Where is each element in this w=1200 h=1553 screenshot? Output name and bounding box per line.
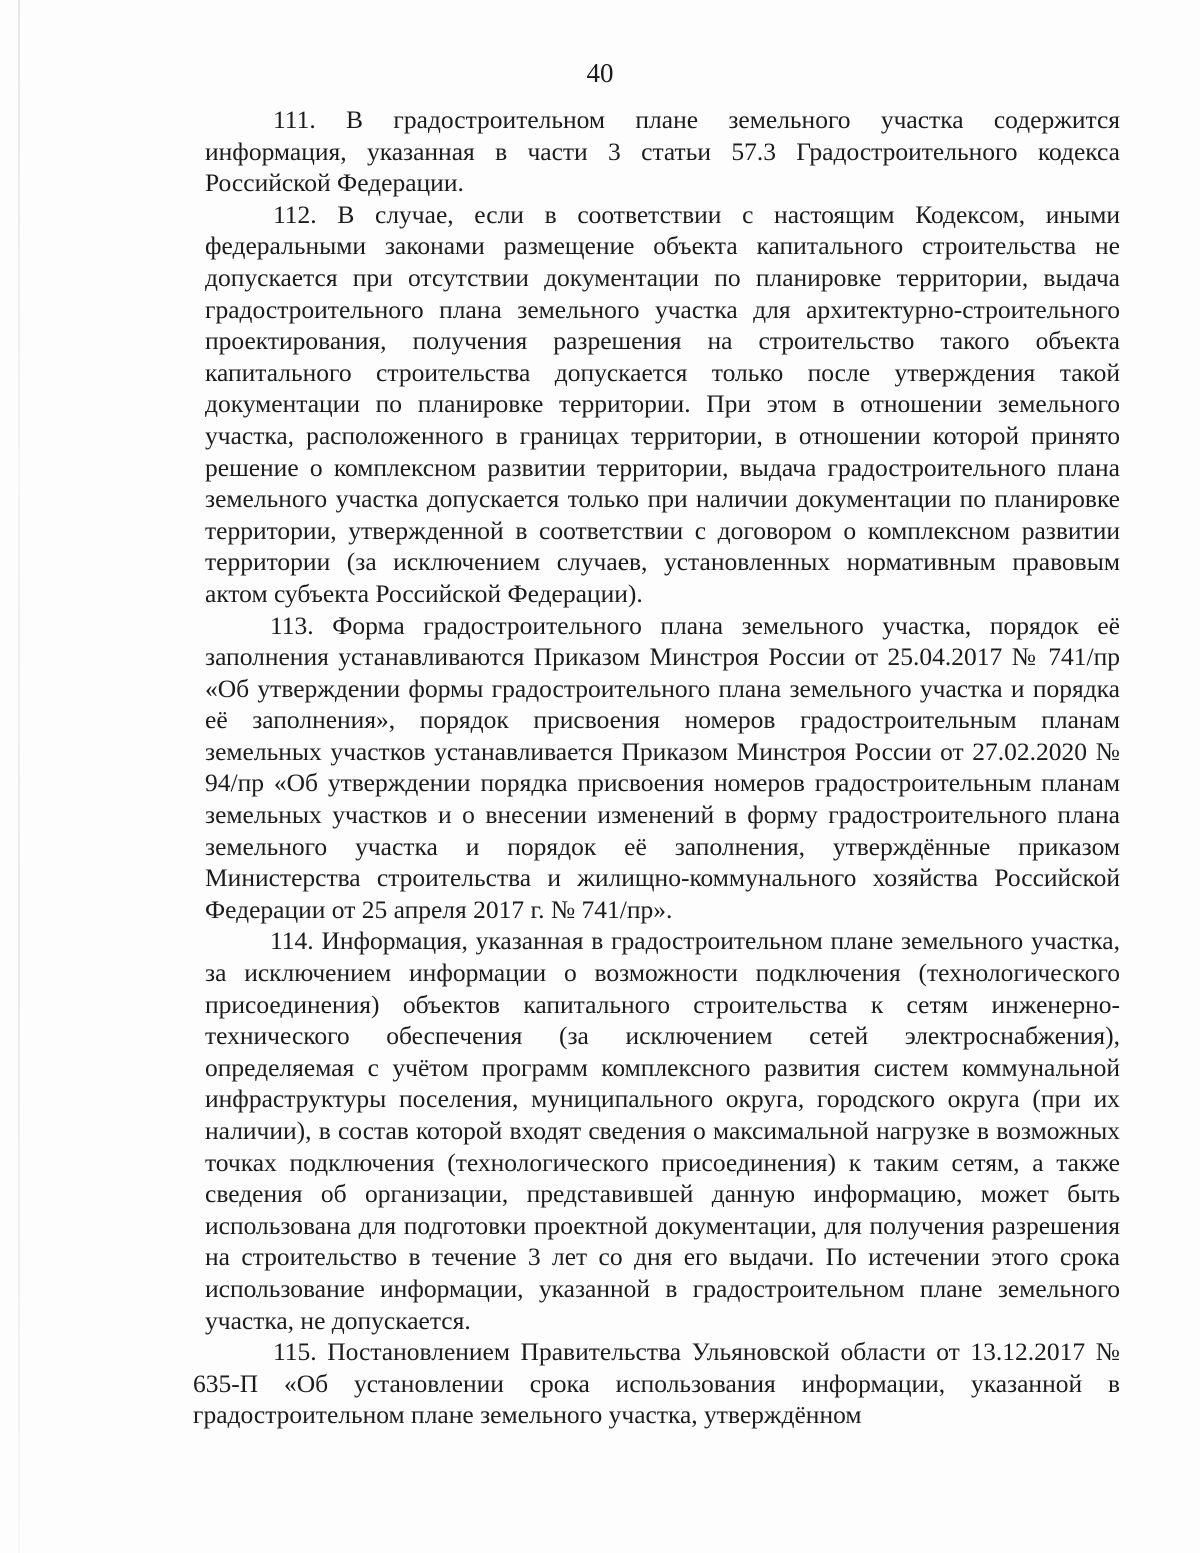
document-body bbox=[193, 104, 1120, 1431]
paragraph-115: 115. Постановлением Правительства Ульяновской области от 13.12.2017 № 635-П «Об установлении срока использования информации, указанной в градостроительном плане земельного участка, утверждённом bbox=[193, 1337, 1120, 1430]
paragraph-113: 113. Форма градостроительного плана земельного участка, порядок её заполнения устанавливаются Приказом Минстроя России от 25.04.2017 № 741/пр «Об утверждении формы градостроительного плана земельного участка и порядка её заполнения», порядок присвоения номеров градостроительным планам земельных участков устанавливается Приказом Минстроя России от 27.02.2020 № 94/пр «Об утверждении порядка присвоения номеров градостроительным планам земельных участков и о внесении изменений в форму градостроительного плана земельного участка и порядок её заполнения, утверждённые приказом Министерства строительства и жилищно-коммунального хозяйства Российской Федерации от 25 апреля 2017 г. № 741/пр». bbox=[205, 610, 1120, 924]
paragraph-112: 112. В случае, если в соответствии с настоящим Кодексом, иными федеральными законами размещение объекта капитального строительства не допускается при отсутствии документации по планировке территории, выдача градостроительного плана земельного участка для архитектурно-строительного проектирования, получения разрешения на строительство такого объекта капитального строительства допускается только после утверждения такой документации по планировке территории. При этом в отношении земельного участка, расположенного в границах территории, в отношении которой принято решение о комплексном развитии территории, выдача градостроительного плана земельного участка допускается только при наличии документации по планировке территории, утвержденной в соответствии с договором о комплексном развитии территории (за исключением случаев, установленных нормативным правовым актом субъекта Российской Федерации). bbox=[205, 199, 1120, 608]
scan-edge-shadow bbox=[18, 0, 20, 1553]
paragraph-111: 111. В градостроительном плане земельного участка содержится информация, указанная в части 3 статьи 57.3 Градостроительного кодекса Российской Федерации. bbox=[205, 105, 1120, 198]
page-number: 40 bbox=[586, 58, 614, 88]
paragraph-114: 114. Информация, указанная в градостроительном плане земельного участка, за исключением информации о возможности подключения (технологического присоединения) объектов капитального строительства к сетям инженерно-технического обеспечения (за исключением сетей электроснабжения), определяемая с учётом программ комплексного развития систем коммунальной инфраструктуры поселения, муниципального округа, городского округа (при их наличии), в состав которой входят сведения о максимальной нагрузке в возможных точках подключения (технологического присоединения) к таким сетям, а также сведения об организации, представившей данную информацию, может быть использована для подготовки проектной документации, для получения разрешения на строительство в течение 3 лет со дня его выдачи. По истечении этого срока использование информации, указанной в градостроительном плане земельного участка, не допускается. bbox=[205, 926, 1120, 1335]
